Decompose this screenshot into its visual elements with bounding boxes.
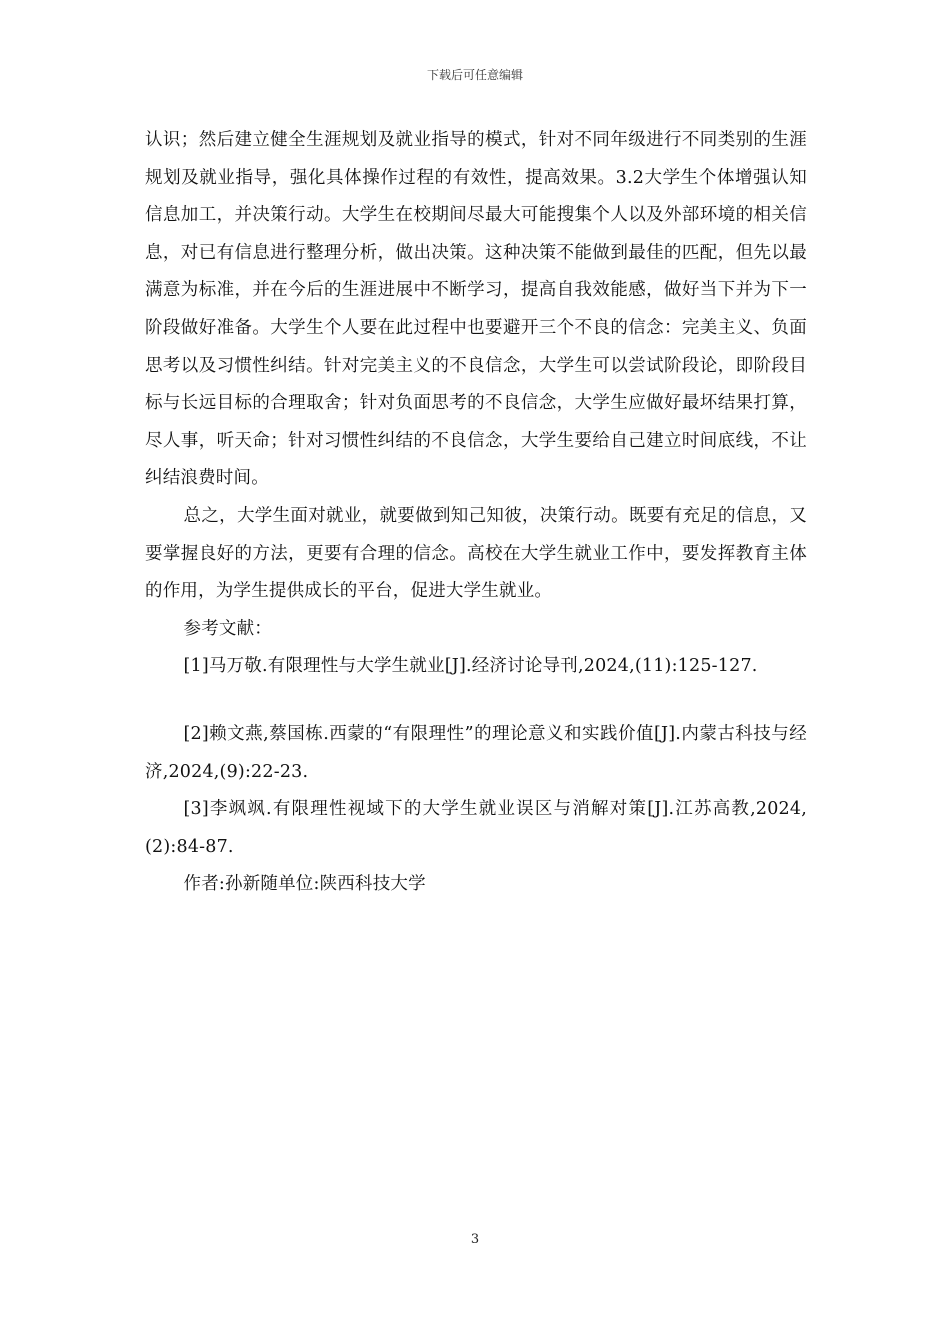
body-paragraph-1: 认识；然后建立健全生涯规划及就业指导的模式，针对不同年级进行不同类别的生涯规划及就业指导，强化具体操作过程的有效性，提高效果。3.2大学生个体增强认知信息加工，并决策行动。大学生在校期间尽最大可能搜集个人以及外部环境的相关信息，对已有信息进行整理分析，做出决策。这种决策不能做到最佳的匹配，但先以最满意为标准，并在今后的生涯进展中不断学习，提高自我效能感，做好当下并为下一阶段做好准备。大学生个人要在此过程中也要避开三个不良的信念：完美主义、负面思考以及习惯性纠结。针对完美主义的不良信念，大学生可以尝试阶段论，即阶段目标与长远目标的合理取舍；针对负面思考的不良信念，大学生应做好最坏结果打算，尽人事，听天命；针对习惯性纠结的不良信念，大学生要给自己建立时间底线，不让纠结浪费时间。 — [145, 130, 807, 489]
reference-1: [1]马万敬.有限理性与大学生就业[J].经济讨论导刊,2024,(11):125-127. — [183, 656, 758, 677]
document-body — [145, 122, 807, 904]
page-header: 下载后可任意编辑 — [426, 68, 523, 82]
spacer — [145, 686, 807, 716]
reference-2: [2]赖文燕,蔡国栋.西蒙的“有限理性”的理论意义和实践价值[J].内蒙古科技与经济,2024,(9):22-23. — [145, 723, 807, 782]
reference-3: [3]李飒飒.有限理性视域下的大学生就业误区与消解对策[J].江苏高教,2024,(2):84-87. — [145, 799, 807, 857]
page-number: 3 — [470, 1232, 480, 1247]
author-line: 作者:孙新随单位:陕西科技大学 — [183, 874, 426, 895]
body-paragraph-2: 总之，大学生面对就业，就要做到知己知彼，决策行动。既要有充足的信息，又要掌握良好的方法，更要有合理的信念。高校在大学生就业工作中，要发挥教育主体的作用，为学生提供成长的平台，促进大学生就业。 — [145, 505, 807, 602]
references-title: 参考文献： — [183, 618, 272, 639]
